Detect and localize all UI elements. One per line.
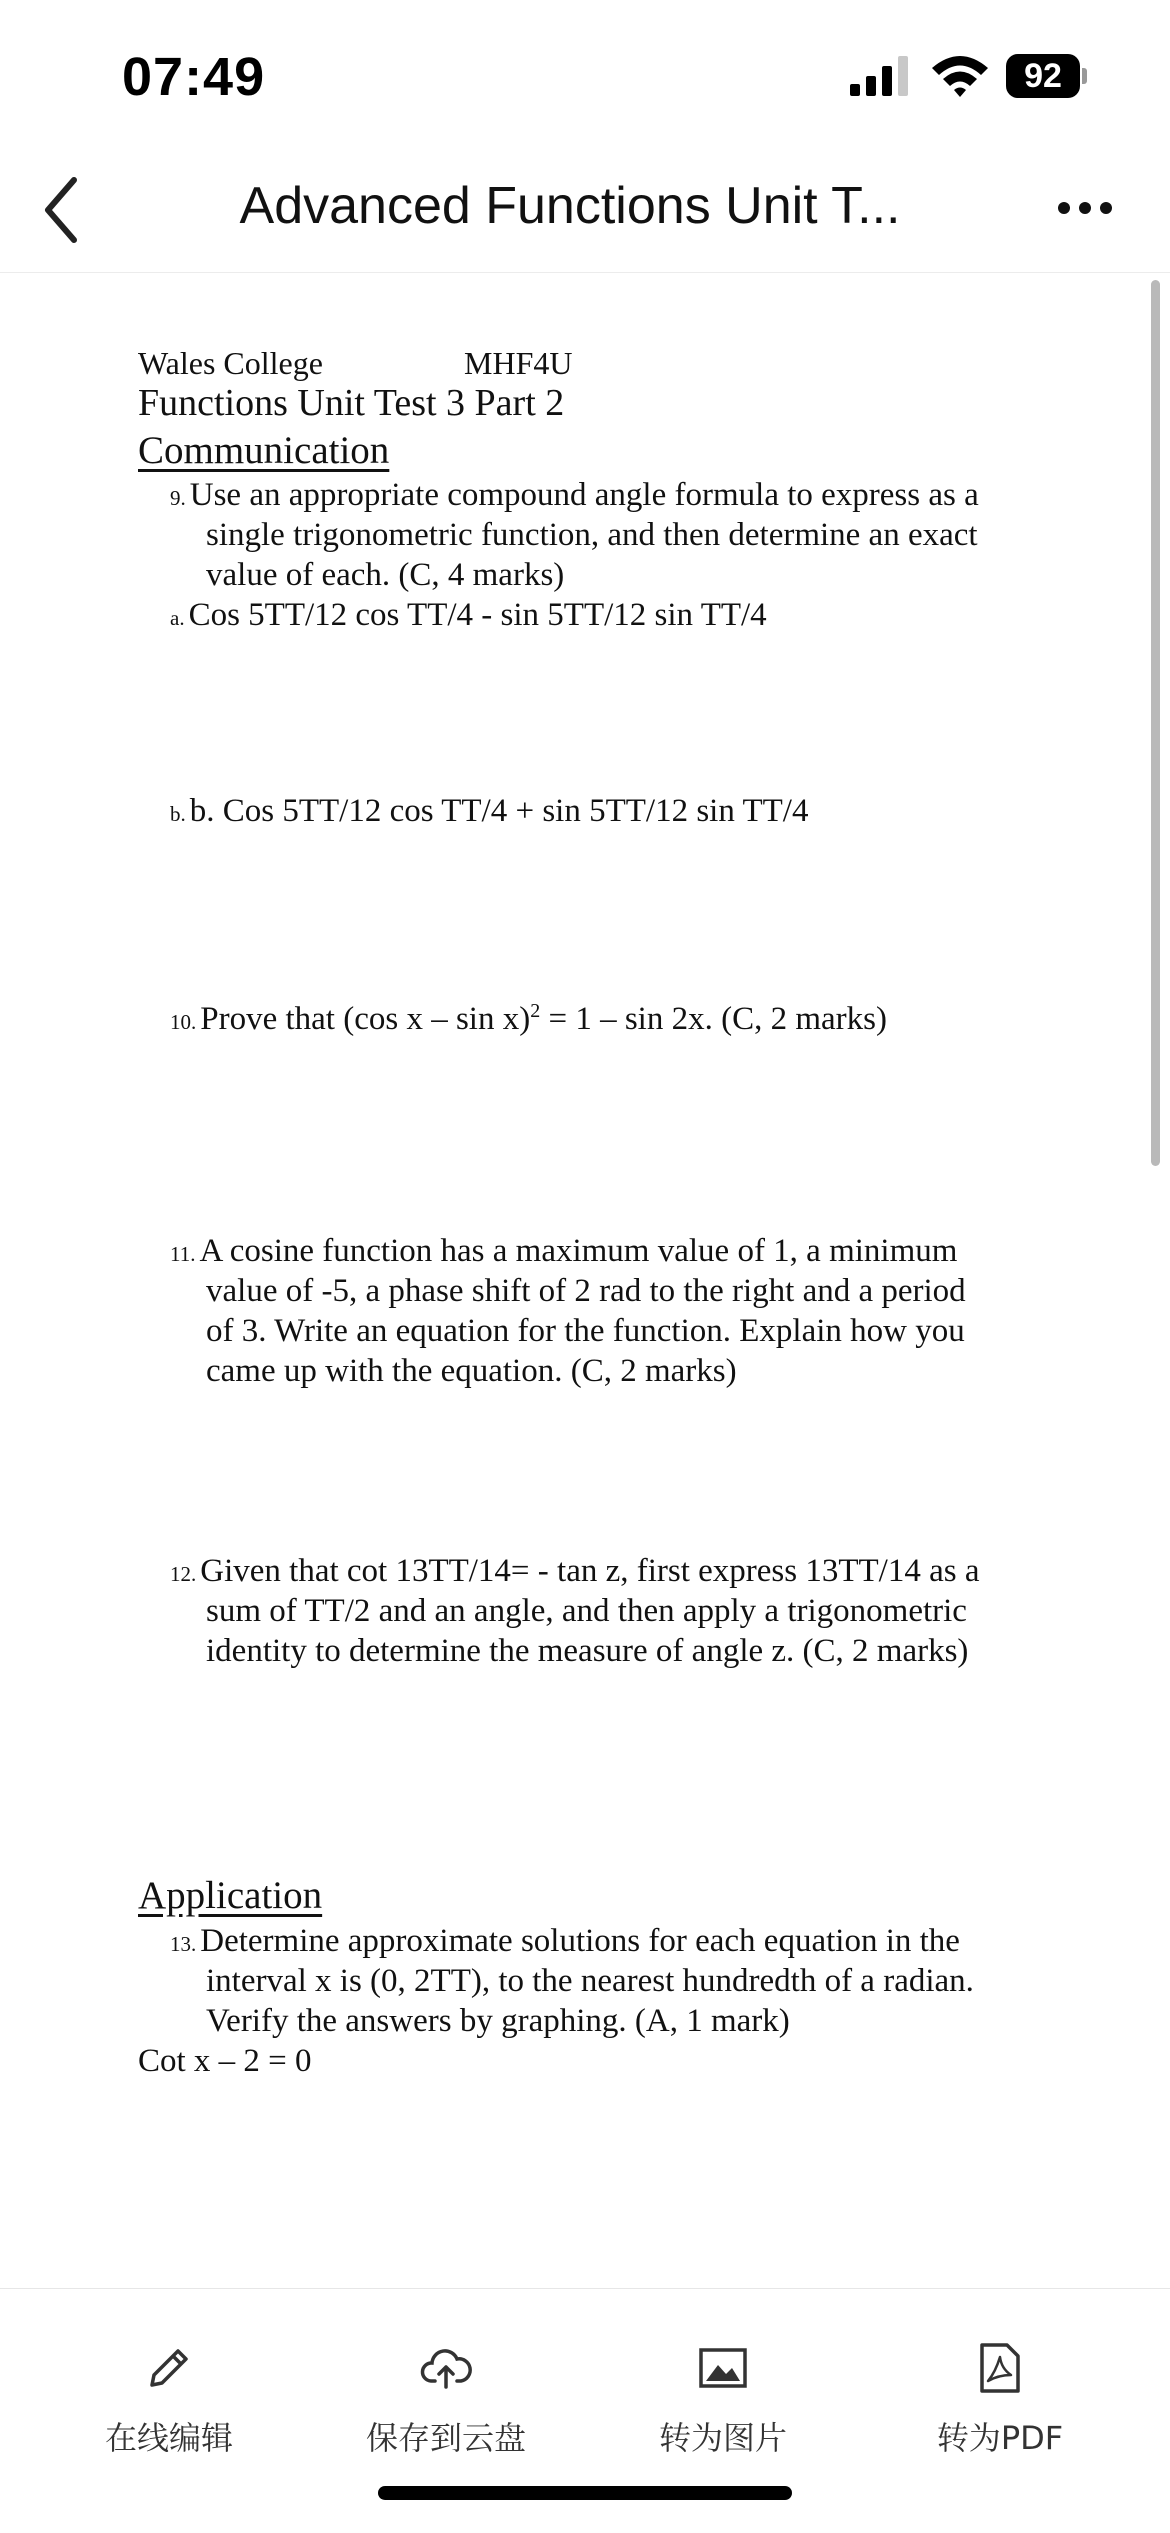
question-13-line: Verify the answers by graphing. (A, 1 mark) <box>206 2003 790 2039</box>
convert-to-pdf-label: 转为PDF <box>936 2419 1064 2457</box>
question-number: 13. <box>170 1932 197 1956</box>
convert-to-pdf-button[interactable] <box>875 2289 1125 2469</box>
nav-bar <box>0 150 1170 273</box>
question-number: 12. <box>170 1562 197 1586</box>
question-13 <box>170 1921 960 1964</box>
document-viewer[interactable] <box>0 273 1170 2288</box>
question-11-line: value of -5, a phase shift of 2 rad to the right and a period <box>206 1273 966 1309</box>
question-9a <box>170 595 767 638</box>
question-text: = 1 – sin 2x. (C, 2 marks) <box>540 1001 887 1037</box>
question-text: Use an appropriate compound angle formula to express as a <box>189 477 979 513</box>
question-9b <box>170 791 808 834</box>
edit-online-label: 在线编辑 <box>104 2419 233 2457</box>
question-11-line: came up with the equation. (C, 2 marks) <box>206 1353 737 1389</box>
more-options-button[interactable] <box>1050 188 1120 228</box>
question-12 <box>170 1551 980 1594</box>
question-9-line: value of each. (C, 4 marks) <box>206 557 565 593</box>
school-name: Wales College <box>138 345 323 381</box>
pencil-icon <box>142 2341 196 2395</box>
home-indicator[interactable] <box>378 2486 792 2500</box>
battery-level: 92 <box>1006 54 1080 98</box>
page-title: Advanced Functions Unit T... <box>239 177 901 235</box>
part-text: Cos 5TT/12 cos TT/4 - sin 5TT/12 sin TT/4 <box>188 597 767 633</box>
section-communication: Communication <box>138 429 390 472</box>
question-11-line: of 3. Write an equation for the function. Explain how you <box>206 1313 965 1349</box>
document-title: Functions Unit Test 3 Part 2 <box>138 382 565 424</box>
image-icon <box>696 2341 750 2395</box>
question-text: A cosine function has a maximum value of 1, a minimum <box>199 1233 958 1269</box>
part-label: b. <box>170 802 186 826</box>
chevron-left-icon <box>30 170 110 250</box>
question-9-line: single trigonometric function, and then determine an exact <box>206 517 978 553</box>
more-dot <box>1058 202 1070 214</box>
wifi-icon <box>930 52 990 98</box>
question-text: Prove that (cos x – sin x) <box>200 1001 531 1037</box>
convert-to-image-button[interactable] <box>598 2289 848 2469</box>
question-text: Given that cot 13TT/14= - tan z, first express 13TT/14 as a <box>200 1553 980 1589</box>
question-text: Determine approximate solutions for each equation in the <box>200 1923 960 1959</box>
cloud-upload-icon <box>419 2341 473 2395</box>
battery-tip <box>1082 68 1087 84</box>
superscript: 2 <box>530 1000 541 1022</box>
section-application: Application <box>138 1874 323 1917</box>
question-12-line: identity to determine the measure of angle z. (C, 2 marks) <box>206 1633 969 1669</box>
question-11 <box>170 1231 957 1274</box>
more-dot <box>1079 202 1091 214</box>
convert-to-image-label: 转为图片 <box>658 2419 787 2457</box>
question-12-line: sum of TT/2 and an angle, and then apply a trigonometric <box>206 1593 967 1629</box>
status-bar <box>0 0 1170 150</box>
battery-indicator <box>1006 54 1088 98</box>
question-13-line: interval x is (0, 2TT), to the nearest hundredth of a radian. <box>206 1963 974 1999</box>
status-time: 07:49 <box>122 47 266 107</box>
pdf-icon <box>973 2341 1027 2395</box>
part-text: b. Cos 5TT/12 cos TT/4 + sin 5TT/12 sin TT/4 <box>189 793 809 829</box>
more-dot <box>1100 202 1112 214</box>
back-button[interactable] <box>30 170 110 250</box>
save-to-cloud-button[interactable] <box>321 2289 571 2469</box>
course-code: MHF4U <box>464 345 573 381</box>
edit-online-button[interactable] <box>44 2289 294 2469</box>
question-10 <box>170 991 887 1042</box>
question-9 <box>170 475 979 518</box>
scrollbar[interactable] <box>1151 280 1160 1166</box>
save-to-cloud-label: 保存到云盘 <box>365 2419 526 2457</box>
cellular-signal-icon <box>850 56 914 96</box>
question-number: 9. <box>170 486 186 510</box>
question-13-equation: Cot x – 2 = 0 <box>138 2043 312 2079</box>
question-number: 11. <box>170 1242 196 1266</box>
part-label: a. <box>170 606 185 630</box>
question-number: 10. <box>170 1010 197 1034</box>
